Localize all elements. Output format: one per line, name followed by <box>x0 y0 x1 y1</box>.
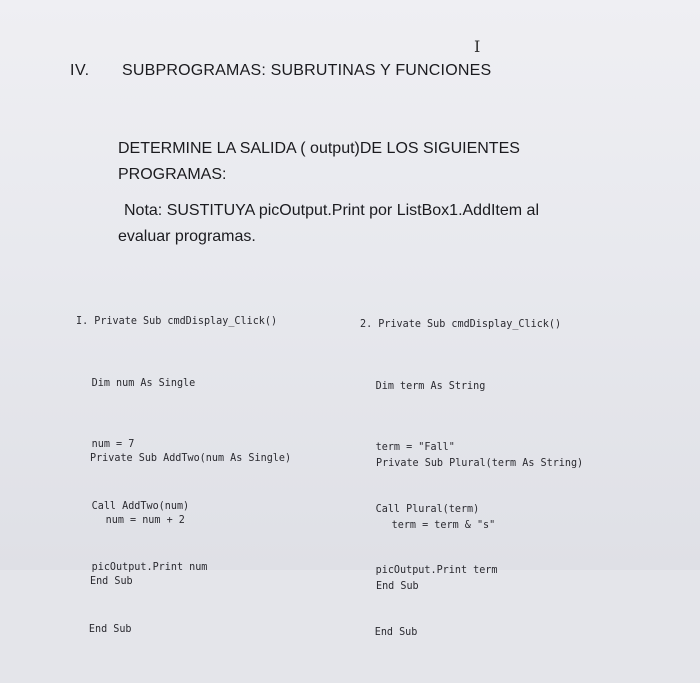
instruction-line-2: PROGRAMAS: <box>118 166 227 183</box>
text-cursor-icon: I <box>474 37 481 56</box>
code-line: Call Plural(term) <box>375 501 480 515</box>
code-line: Dim num As Single <box>91 375 196 389</box>
code-end: End Sub <box>90 574 133 587</box>
code-line: num = 7 <box>91 437 135 450</box>
code-line: picOutput.Print term <box>375 563 498 576</box>
note-text <box>118 198 539 250</box>
instruction-text <box>118 136 578 188</box>
program-2-sub-header: Private Sub Plural(term As String) <box>376 456 584 469</box>
code-line: Call AddTwo(num) <box>91 498 190 512</box>
program-1-sub-header: Private Sub AddTwo(num As Single) <box>90 451 292 464</box>
note-line-1: Nota: SUSTITUYA picOutput.Print por ListBox1.AddItem al <box>124 202 539 219</box>
section-number: IV. <box>70 62 90 79</box>
program-2-header: 2. Private Sub cmdDisplay_Click() <box>360 317 562 330</box>
code-line: term = "Fall" <box>375 440 455 453</box>
code-line: term = term & "s" <box>391 517 496 531</box>
code-line: num = num + 2 <box>105 512 185 526</box>
code-line: Dim term As String <box>375 378 486 392</box>
code-end: End Sub <box>88 621 132 635</box>
program-1-subroutine <box>90 407 291 633</box>
note-line-2: evaluar programas. <box>118 228 256 245</box>
section-title: SUBPROGRAMAS: SUBRUTINAS Y FUNCIONES <box>122 62 492 79</box>
code-end: End Sub <box>376 579 419 592</box>
program-2-subroutine <box>376 412 583 638</box>
instruction-line-1: DETERMINE LA SALIDA ( output)DE LOS SIGUIENTES <box>118 140 520 157</box>
code-line: picOutput.Print num <box>91 560 208 573</box>
code-end: End Sub <box>374 624 418 638</box>
program-1-header: I. Private Sub cmdDisplay_Click() <box>76 314 278 327</box>
